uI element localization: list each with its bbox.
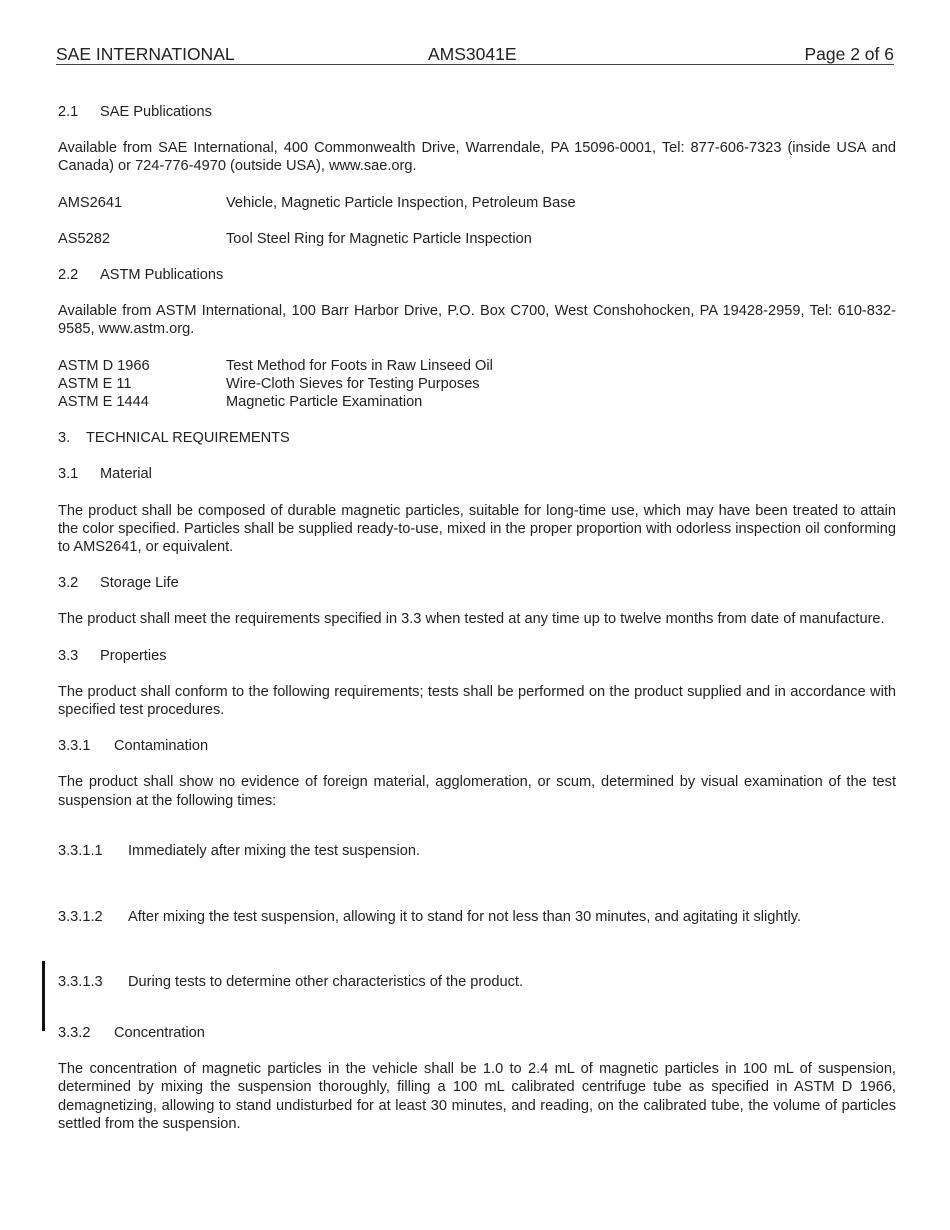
- section-number: 3.1: [58, 466, 79, 483]
- section-title: Contamination: [114, 738, 209, 755]
- reference-title: Magnetic Particle Examination: [226, 394, 423, 411]
- subsection-text: Immediately after mixing the test suspension.: [128, 843, 421, 860]
- header-org: SAE INTERNATIONAL: [56, 44, 235, 64]
- reference-title: Test Method for Foots in Raw Linseed Oil: [226, 357, 493, 374]
- section-heading-3-2: [58, 574, 896, 592]
- reference-code: AS5282: [58, 230, 110, 247]
- section-title: TECHNICAL REQUIREMENTS: [86, 430, 290, 447]
- contamination-paragraph: The product shall show no evidence of foreign material, agglomeration, or scum, determined by visual examination of the test suspension at the following times:: [58, 774, 896, 809]
- section-title: SAE Publications: [100, 104, 212, 120]
- section-title: Properties: [100, 647, 167, 664]
- section-number: 2.1: [58, 104, 79, 120]
- storage-life-paragraph: The product shall meet the requirements specified in 3.3 when tested at any time up to twelve months from date of manufacture.: [58, 611, 885, 628]
- reference-row: [58, 230, 896, 248]
- subsection-number: 3.3.1.2: [58, 908, 103, 925]
- section-heading-2-2: [58, 266, 896, 284]
- reference-row: [58, 393, 896, 411]
- subsection-text: During tests to determine other characteristics of the product.: [128, 974, 524, 991]
- sae-availability-paragraph: Available from SAE International, 400 Commonwealth Drive, Warrendale, PA 15096-0001, Tel: 877-606-7323 (inside USA and Canada) or 724-776-4970 (outside USA), www.sae.org.: [58, 140, 896, 175]
- subsection-text: After mixing the test suspension, allowing it to stand for not less than 30 minutes, and agitating it slightly.: [128, 908, 802, 925]
- section-title: ASTM Publications: [100, 267, 224, 284]
- section-heading-3-3-2: [58, 1024, 896, 1042]
- reference-row: [58, 357, 896, 375]
- reference-code: ASTM E 11: [58, 375, 132, 392]
- document-body: [58, 103, 896, 1133]
- header-doc-number: AMS3041E: [428, 44, 517, 64]
- section-heading-3-3: [58, 647, 896, 665]
- reference-title: Vehicle, Magnetic Particle Inspection, Petroleum Base: [226, 194, 576, 211]
- section-title: Concentration: [114, 1025, 205, 1042]
- section-number: 3.2: [58, 575, 79, 592]
- section-title: Storage Life: [100, 575, 179, 592]
- section-heading-3-1: [58, 465, 896, 483]
- header-page-number: Page 2 of 6: [804, 44, 894, 64]
- properties-paragraph: The product shall conform to the following requirements; tests shall be performed on the product supplied and in accordance with specified test procedures.: [58, 683, 896, 719]
- section-number: 2.2: [58, 267, 79, 284]
- section-heading-3-3-1: [58, 737, 896, 755]
- subsection-item: [58, 908, 896, 926]
- reference-code: ASTM E 1444: [58, 394, 149, 411]
- reference-row: [58, 194, 896, 212]
- revision-change-bar: [42, 961, 45, 1031]
- section-number: 3.3: [58, 647, 79, 664]
- section-number: 3.: [58, 430, 71, 447]
- material-paragraph: The product shall be composed of durable magnetic particles, suitable for long-time use, which may have been treated to attain the color specified. Particles shall be supplied ready-to-use, mixed in the proper proportion with odorless inspection oil conforming to AMS2641, or equivalent.: [58, 502, 896, 556]
- section-number: 3.3.2: [58, 1025, 91, 1042]
- reference-title: Wire-Cloth Sieves for Testing Purposes: [226, 375, 480, 392]
- reference-code: ASTM D 1966: [58, 357, 150, 374]
- section-heading-2-1: [58, 103, 896, 121]
- subsection-number: 3.3.1.1: [58, 843, 103, 860]
- concentration-paragraph: The concentration of magnetic particles in the vehicle shall be 1.0 to 2.4 mL of magnetic particles in 100 mL of suspension, determined by mixing the suspension thoroughly, filling a 100 mL calibrated centrifuge tube as specified in ASTM D 1966, demagnetizing, allowing to stand undisturbed for at least 30 minutes, and reading, on the calibrated tube, the volume of particles settled from the suspension.: [58, 1061, 896, 1132]
- reference-code: AMS2641: [58, 194, 123, 211]
- reference-row: [58, 375, 896, 393]
- subsection-item: [58, 973, 896, 991]
- subsection-number: 3.3.1.3: [58, 974, 103, 991]
- reference-title: Tool Steel Ring for Magnetic Particle Inspection: [226, 230, 532, 247]
- section-number: 3.3.1: [58, 738, 91, 755]
- subsection-item: [58, 842, 896, 860]
- astm-availability-paragraph: Available from ASTM International, 100 Barr Harbor Drive, P.O. Box C700, West Conshohocken, PA 19428-2959, Tel: 610-832-9585, www.astm.org.: [58, 303, 896, 338]
- section-title: Material: [100, 466, 152, 483]
- section-heading-3: [58, 429, 896, 447]
- page-header: [56, 44, 894, 65]
